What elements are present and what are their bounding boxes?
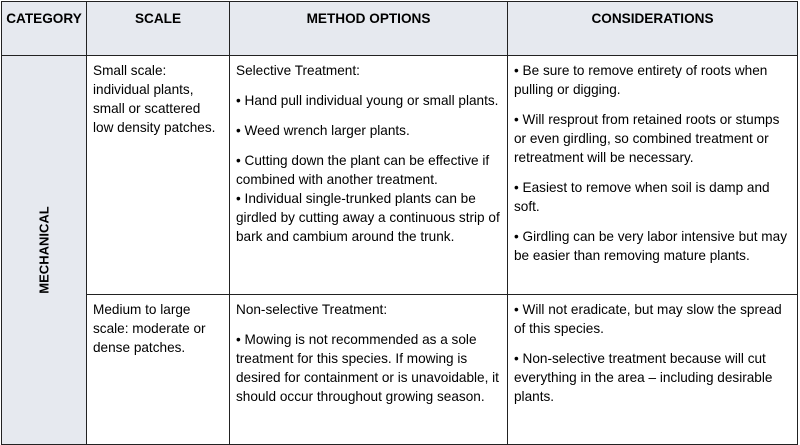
considerations-cell [508, 295, 798, 445]
method-item: • Mowing is not recommended as a sole treatment for this species. If mowing is desired for containment or is unavoidable, it should occur throughout growing season. [236, 332, 499, 404]
consideration-item: • Girdling can be very labor intensive but may be easier than removing mature plants. [514, 229, 787, 263]
category-cell [2, 56, 87, 445]
header-method-options: METHOD OPTIONS [230, 2, 508, 56]
table-row [2, 295, 798, 445]
method-item: • Hand pull individual young or small plants. [236, 93, 499, 108]
scale-cell [87, 295, 230, 445]
method-cell [230, 295, 508, 445]
scale-text: Medium to large scale: moderate or dense patches. [93, 302, 206, 355]
scale-cell [87, 56, 230, 295]
header-row [2, 2, 798, 56]
method-title: Non-selective Treatment: [236, 302, 388, 317]
consideration-item: • Easiest to remove when soil is damp and soft. [514, 180, 770, 214]
consideration-item: • Will resprout from retained roots or stumps or even girdling, so combined treatment or retreatment will be necessary. [514, 112, 780, 165]
consideration-item: • Non-selective treatment because will cut everything in the area – including desirable plants. [514, 351, 773, 404]
consideration-item: • Be sure to remove entirety of roots when pulling or digging. [514, 63, 768, 97]
method-item: • Cutting down the plant can be effective if combined with another treatment. [236, 153, 490, 187]
scale-text: Small scale: individual plants, small or scattered low density patches. [93, 63, 216, 135]
mechanical-treatment-table [1, 1, 798, 445]
header-category: CATEGORY [2, 2, 87, 56]
consideration-item: • Will not eradicate, but may slow the spread of this species. [514, 302, 782, 336]
method-cell [230, 56, 508, 295]
category-label-mechanical: MECHANICAL [36, 206, 52, 294]
method-item: • Weed wrench larger plants. [236, 123, 410, 138]
header-scale: SCALE [87, 2, 230, 56]
header-considerations: CONSIDERATIONS [508, 2, 798, 56]
method-title: Selective Treatment: [236, 63, 360, 78]
table-row [2, 56, 798, 295]
considerations-cell [508, 56, 798, 295]
method-item: • Individual single-trunked plants can be girdled by cutting away a continuous strip of bark and cambium around the trunk. [236, 191, 500, 244]
